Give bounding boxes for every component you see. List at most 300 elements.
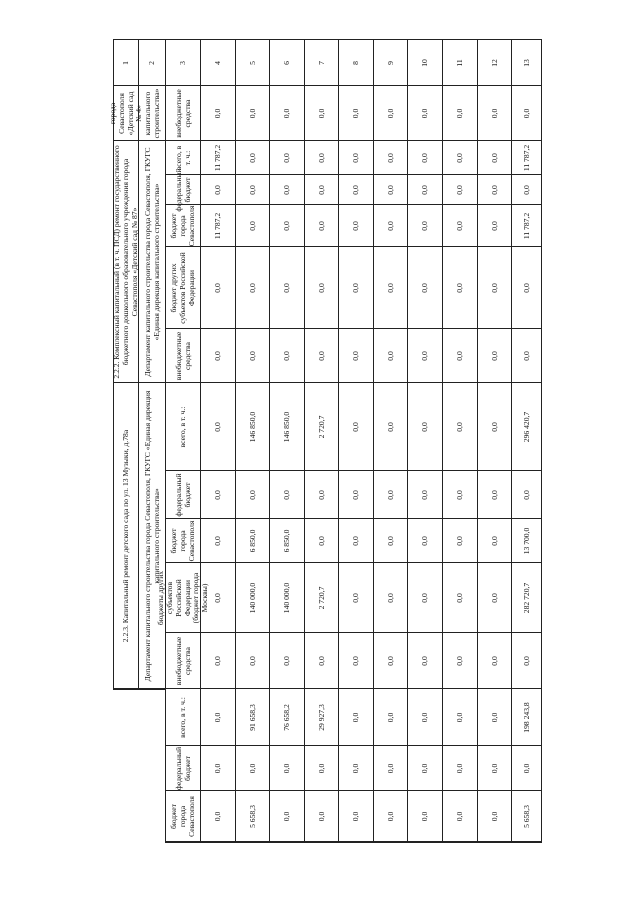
- value-cell: [235, 632, 270, 689]
- header-cell-text: 10: [420, 59, 430, 67]
- value-cell-text: 0,0: [420, 656, 430, 666]
- value-cell-text: 0,0: [316, 351, 326, 361]
- value-cell: [407, 518, 443, 563]
- value-cell-text: 6 850,0: [247, 529, 257, 553]
- value-cell-text: 0,0: [282, 351, 292, 361]
- value-cell: [407, 470, 443, 519]
- value-cell-text: 0,0: [455, 712, 465, 723]
- executor-cell: [138, 85, 166, 141]
- value-cell-text: 0,0: [213, 422, 223, 432]
- header-cell: [407, 39, 443, 86]
- value-cell: [373, 328, 408, 383]
- object-name-cell: [108, 85, 144, 141]
- value-cell-text: 0,0: [213, 763, 223, 774]
- value-cell-text: 0,0: [521, 185, 531, 195]
- value-cell: [269, 790, 305, 842]
- value-cell: [407, 841, 443, 843]
- value-cell: [477, 632, 512, 689]
- value-cell-text: 0,0: [351, 536, 361, 546]
- header-cell: [373, 39, 408, 86]
- value-cell-text: 0,0: [247, 490, 257, 500]
- value-cell: [269, 174, 305, 205]
- value-cell: [338, 632, 374, 689]
- value-cell: [269, 328, 305, 383]
- header-cell-text: 9: [385, 61, 395, 65]
- value-cell: [304, 328, 339, 383]
- value-cell: [373, 204, 408, 247]
- value-cell: [477, 790, 512, 842]
- header-cell-text: 13: [521, 59, 531, 67]
- value-cell-text: 0,0: [213, 351, 223, 361]
- executor-cell: [138, 140, 166, 383]
- object-name-cell-text: города Севастополя «Детский сад № 4»: [108, 91, 144, 136]
- value-cell-text: 0,0: [282, 490, 292, 500]
- value-cell: [338, 204, 374, 247]
- funding-source-cell: [165, 246, 201, 329]
- value-cell: [477, 841, 512, 843]
- value-cell: [235, 562, 270, 633]
- value-cell: [269, 688, 305, 746]
- value-cell: [511, 688, 542, 746]
- value-cell-text: 0,0: [213, 811, 223, 822]
- value-cell-text: 0,0: [385, 656, 395, 666]
- value-cell: [235, 246, 270, 329]
- value-cell: [269, 518, 305, 563]
- value-cell-text: [339, 841, 374, 842]
- value-cell: [511, 745, 542, 791]
- value-cell-text: 0,0: [247, 351, 257, 361]
- value-cell: [338, 790, 374, 842]
- value-cell: [269, 841, 305, 843]
- value-cell-text: [443, 841, 478, 842]
- value-cell-text: 11 787,2: [213, 212, 223, 240]
- value-cell-text: 0,0: [247, 153, 257, 163]
- value-cell: [373, 470, 408, 519]
- value-cell: [304, 470, 339, 519]
- funding-source-cell: [165, 841, 201, 843]
- funding-source-cell: [165, 790, 201, 842]
- funding-source-cell-text: внебюджетные средства: [173, 636, 192, 686]
- funding-source-cell-text: всего, в т. ч.:: [178, 697, 188, 738]
- value-cell-text: 0,0: [213, 536, 223, 546]
- value-cell-text: 0,0: [489, 221, 499, 231]
- value-cell-text: 0,0: [316, 811, 326, 822]
- value-cell: [235, 328, 270, 383]
- value-cell: [200, 632, 236, 689]
- value-cell: [442, 140, 478, 175]
- value-cell: [511, 562, 542, 633]
- funding-source-cell: [165, 204, 201, 247]
- executor-cell-text: капитального строительства»: [142, 88, 161, 139]
- value-cell-text: 0,0: [213, 656, 223, 666]
- value-cell: [373, 632, 408, 689]
- value-cell-text: 0,0: [282, 108, 292, 119]
- value-cell-text: 0,0: [521, 283, 531, 293]
- value-cell: [511, 632, 542, 689]
- value-cell: [338, 85, 374, 141]
- value-cell-text: 0,0: [455, 283, 465, 293]
- value-cell-text: 76 658,2: [282, 704, 292, 731]
- value-cell-text: 0,0: [213, 185, 223, 195]
- value-cell-text: 0,0: [385, 490, 395, 500]
- value-cell: [511, 518, 542, 563]
- value-cell-text: 0,0: [385, 153, 395, 163]
- value-cell-text: 0,0: [385, 593, 395, 603]
- value-cell-text: 0,0: [351, 283, 361, 293]
- funding-source-cell-text: внебюджетные средства: [173, 89, 192, 138]
- value-cell: [200, 470, 236, 519]
- value-cell-text: 0,0: [455, 221, 465, 231]
- header-cell: [235, 39, 270, 86]
- value-cell: [477, 174, 512, 205]
- value-cell-text: 0,0: [455, 490, 465, 500]
- value-cell: [338, 562, 374, 633]
- value-cell: [407, 174, 443, 205]
- value-cell-text: [201, 841, 236, 842]
- value-cell-text: 0,0: [489, 656, 499, 666]
- value-cell-text: 0,0: [489, 351, 499, 361]
- funding-source-cell: [165, 688, 201, 746]
- funding-source-cell-text: бюджет города Севастополя: [169, 520, 196, 562]
- value-cell: [511, 790, 542, 842]
- value-cell: [235, 174, 270, 205]
- value-cell: [442, 518, 478, 563]
- value-cell-text: 0,0: [420, 490, 430, 500]
- value-cell: [407, 745, 443, 791]
- value-cell-text: 0,0: [316, 656, 326, 666]
- value-cell: [269, 204, 305, 247]
- value-cell-text: 0,0: [521, 490, 531, 500]
- funding-source-cell: [156, 562, 209, 633]
- funding-source-cell-text: федеральный бюджет: [173, 473, 192, 517]
- value-cell: [269, 140, 305, 175]
- value-cell-text: 0,0: [455, 185, 465, 195]
- value-cell-text: 0,0: [455, 536, 465, 546]
- value-cell: [269, 470, 305, 519]
- object-name-cell-text: 2.2.3. Капитальный ремонт детского сада по ул. 13 Музыки, д.78а: [121, 429, 131, 643]
- value-cell: [235, 841, 270, 843]
- value-cell: [442, 841, 478, 843]
- header-cell-text: 3: [178, 61, 188, 65]
- value-cell-text: 0,0: [351, 153, 361, 163]
- value-cell: [477, 140, 512, 175]
- header-cell-text: 2: [147, 61, 157, 65]
- value-cell: [200, 518, 236, 563]
- value-cell: [338, 518, 374, 563]
- value-cell-text: 146 850,0: [282, 411, 292, 443]
- value-cell-text: 0,0: [385, 221, 395, 231]
- header-cell: [477, 39, 512, 86]
- value-cell-text: 0,0: [455, 153, 465, 163]
- header-cell-text: 4: [213, 61, 223, 65]
- value-cell: [477, 688, 512, 746]
- object-name-cell: [113, 688, 139, 690]
- value-cell-text: [512, 841, 542, 842]
- object-name-cell-text: 2.2.2. Комплексный капитальный (в т. ч. ПСД) ремонт государственного бюджетного дошкольного образовательного учреждения города Севастополя «Детский сад № 87»: [112, 145, 139, 379]
- value-cell: [477, 518, 512, 563]
- value-cell: [442, 174, 478, 205]
- funding-source-cell-text: бюджет города Севастополя: [169, 796, 196, 837]
- funding-source-cell-text: всего, в т. ч.:: [173, 145, 192, 171]
- value-cell: [235, 204, 270, 247]
- funding-source-cell: [165, 632, 201, 689]
- value-cell: [442, 204, 478, 247]
- value-cell-text: 0,0: [213, 712, 223, 723]
- value-cell: [511, 382, 542, 471]
- value-cell: [269, 562, 305, 633]
- value-cell: [373, 745, 408, 791]
- value-cell: [200, 246, 236, 329]
- value-cell: [373, 174, 408, 205]
- value-cell: [477, 562, 512, 633]
- value-cell-text: 0,0: [420, 763, 430, 774]
- value-cell: [235, 518, 270, 563]
- value-cell: [407, 382, 443, 471]
- value-cell: [235, 470, 270, 519]
- value-cell: [304, 562, 339, 633]
- value-cell-text: 0,0: [213, 593, 223, 603]
- value-cell-text: 0,0: [455, 811, 465, 822]
- value-cell: [304, 85, 339, 141]
- header-cell-text: 8: [351, 61, 361, 65]
- value-cell-text: 0,0: [420, 153, 430, 163]
- value-cell: [304, 518, 339, 563]
- value-cell: [373, 790, 408, 842]
- funding-source-cell: [165, 85, 201, 141]
- value-cell: [442, 562, 478, 633]
- value-cell: [511, 328, 542, 383]
- value-cell-text: 0,0: [385, 811, 395, 822]
- funding-source-cell-text: бюджеты других субъектов Российской Федерации (бюджет города Москвы): [156, 570, 209, 626]
- value-cell-text: 0,0: [351, 712, 361, 723]
- value-cell: [200, 382, 236, 471]
- value-cell-text: 0,0: [385, 108, 395, 119]
- value-cell: [200, 204, 236, 247]
- value-cell-text: 11 787,2: [521, 212, 531, 240]
- value-cell-text: 0,0: [420, 221, 430, 231]
- value-cell-text: 0,0: [385, 422, 395, 432]
- value-cell: [407, 328, 443, 383]
- value-cell-text: 0,0: [247, 185, 257, 195]
- value-cell: [235, 688, 270, 746]
- funding-source-cell: [165, 745, 201, 791]
- value-cell-text: 0,0: [420, 536, 430, 546]
- value-cell: [200, 790, 236, 842]
- value-cell-text: 296 420,7: [521, 411, 531, 443]
- value-cell-text: 0,0: [213, 283, 223, 293]
- value-cell: [511, 204, 542, 247]
- value-cell: [373, 85, 408, 141]
- value-cell: [407, 204, 443, 247]
- funding-source-cell: [165, 518, 201, 563]
- value-cell-text: 0,0: [282, 221, 292, 231]
- value-cell: [477, 470, 512, 519]
- value-cell: [373, 562, 408, 633]
- value-cell: [338, 328, 374, 383]
- value-cell-text: 0,0: [316, 536, 326, 546]
- value-cell: [511, 140, 542, 175]
- executor-cell: [138, 688, 166, 690]
- value-cell-text: 0,0: [351, 656, 361, 666]
- value-cell-text: 0,0: [455, 656, 465, 666]
- value-cell-text: 0,0: [316, 763, 326, 774]
- value-cell-text: 0,0: [247, 763, 257, 774]
- value-cell-text: 282 720,7: [521, 582, 531, 614]
- value-cell: [269, 85, 305, 141]
- value-cell: [511, 246, 542, 329]
- value-cell-text: 0,0: [351, 422, 361, 432]
- value-cell-text: 0,0: [489, 593, 499, 603]
- value-cell: [442, 382, 478, 471]
- value-cell: [200, 174, 236, 205]
- object-name-cell: [113, 140, 139, 383]
- value-cell-text: 0,0: [385, 712, 395, 723]
- value-cell-text: 0,0: [351, 811, 361, 822]
- value-cell-text: 5 658,3: [521, 805, 531, 828]
- funding-source-cell: [165, 470, 201, 519]
- value-cell-text: 140 000,0: [282, 582, 292, 614]
- funding-source-cell: [165, 168, 201, 212]
- executor-cell: [138, 382, 166, 689]
- value-cell-text: 0,0: [247, 283, 257, 293]
- value-cell: [338, 140, 374, 175]
- value-cell-text: 0,0: [521, 108, 531, 119]
- funding-source-cell-text: федеральный бюджет: [173, 746, 192, 791]
- value-cell: [373, 140, 408, 175]
- value-cell: [338, 174, 374, 205]
- value-cell-text: 5 658,3: [247, 805, 257, 828]
- value-cell-text: 0,0: [351, 593, 361, 603]
- value-cell: [373, 518, 408, 563]
- value-cell: [304, 841, 339, 843]
- value-cell-text: 0,0: [420, 712, 430, 723]
- value-cell: [338, 246, 374, 329]
- value-cell-text: 0,0: [489, 185, 499, 195]
- value-cell-text: 0,0: [351, 108, 361, 119]
- funding-source-cell-text: [166, 841, 201, 842]
- funding-source-cell-text: всего, в т. ч.:: [178, 406, 188, 448]
- value-cell: [442, 790, 478, 842]
- header-cell: [338, 39, 374, 86]
- value-cell-text: 13 700,0: [521, 527, 531, 555]
- header-cell-text: 12: [489, 59, 499, 67]
- value-cell: [407, 688, 443, 746]
- value-cell: [235, 140, 270, 175]
- value-cell-text: 0,0: [385, 763, 395, 774]
- funding-source-cell-text: внебюджетные средства: [173, 331, 192, 381]
- value-cell: [442, 470, 478, 519]
- value-cell-text: 0,0: [489, 811, 499, 822]
- value-cell: [304, 790, 339, 842]
- value-cell: [304, 382, 339, 471]
- funding-source-cell: [165, 382, 201, 471]
- value-cell-text: 11 787,2: [213, 144, 223, 172]
- value-cell: [477, 328, 512, 383]
- value-cell-text: 0,0: [351, 185, 361, 195]
- value-cell-text: 0,0: [213, 490, 223, 500]
- value-cell: [200, 688, 236, 746]
- value-cell: [338, 470, 374, 519]
- funding-source-cell: [165, 328, 201, 383]
- value-cell-text: 0,0: [351, 221, 361, 231]
- value-cell: [442, 85, 478, 141]
- value-cell-text: 0,0: [489, 108, 499, 119]
- value-cell-text: 0,0: [420, 351, 430, 361]
- value-cell-text: 0,0: [489, 422, 499, 432]
- value-cell-text: 0,0: [282, 763, 292, 774]
- value-cell: [304, 632, 339, 689]
- value-cell: [304, 204, 339, 247]
- value-cell: [269, 246, 305, 329]
- value-cell: [442, 328, 478, 383]
- value-cell: [442, 745, 478, 791]
- value-cell: [304, 174, 339, 205]
- value-cell-text: 0,0: [385, 536, 395, 546]
- value-cell: [373, 688, 408, 746]
- value-cell: [200, 841, 236, 843]
- value-cell-text: 2 720,7: [316, 415, 326, 439]
- value-cell: [407, 790, 443, 842]
- value-cell: [407, 246, 443, 329]
- value-cell: [200, 328, 236, 383]
- value-cell-text: 91 658,3: [247, 704, 257, 731]
- value-cell: [373, 841, 408, 843]
- value-cell: [477, 85, 512, 141]
- value-cell-text: 0,0: [521, 656, 531, 666]
- value-cell-text: 11 787,2: [521, 144, 531, 172]
- value-cell-text: 0,0: [420, 185, 430, 195]
- value-cell-text: 0,0: [455, 351, 465, 361]
- value-cell-text: 0,0: [420, 283, 430, 293]
- value-cell: [200, 140, 236, 175]
- header-cell-text: 7: [316, 61, 326, 65]
- value-cell-text: 0,0: [385, 351, 395, 361]
- value-cell: [477, 382, 512, 471]
- value-cell-text: 0,0: [489, 283, 499, 293]
- value-cell: [442, 246, 478, 329]
- value-cell-text: 0,0: [316, 185, 326, 195]
- value-cell: [373, 382, 408, 471]
- value-cell-text: 146 850,0: [247, 411, 257, 443]
- value-cell-text: 0,0: [282, 153, 292, 163]
- value-cell: [269, 632, 305, 689]
- value-cell-text: 0,0: [420, 108, 430, 119]
- value-cell-text: 0,0: [282, 283, 292, 293]
- value-cell-text: 0,0: [247, 656, 257, 666]
- value-cell-text: 0,0: [455, 593, 465, 603]
- value-cell-text: 0,0: [420, 811, 430, 822]
- value-cell-text: 0,0: [316, 108, 326, 119]
- value-cell: [407, 632, 443, 689]
- value-cell-text: 0,0: [316, 153, 326, 163]
- value-cell-text: 0,0: [385, 283, 395, 293]
- header-cell: [200, 39, 236, 86]
- header-cell: [269, 39, 305, 86]
- value-cell-text: [408, 841, 443, 842]
- header-cell: [442, 39, 478, 86]
- object-name-cell: [113, 382, 139, 689]
- value-cell: [338, 382, 374, 471]
- value-cell-text: 140 000,0: [247, 582, 257, 614]
- value-cell: [477, 745, 512, 791]
- header-cell: [511, 39, 542, 86]
- value-cell-text: 2 720,7: [316, 586, 326, 610]
- header-cell: [165, 39, 201, 86]
- funding-source-cell-text: бюджет других субъектов Российской Федерации: [169, 252, 196, 324]
- value-cell-text: 0,0: [489, 763, 499, 774]
- header-cell: [113, 39, 139, 86]
- value-cell: [235, 85, 270, 141]
